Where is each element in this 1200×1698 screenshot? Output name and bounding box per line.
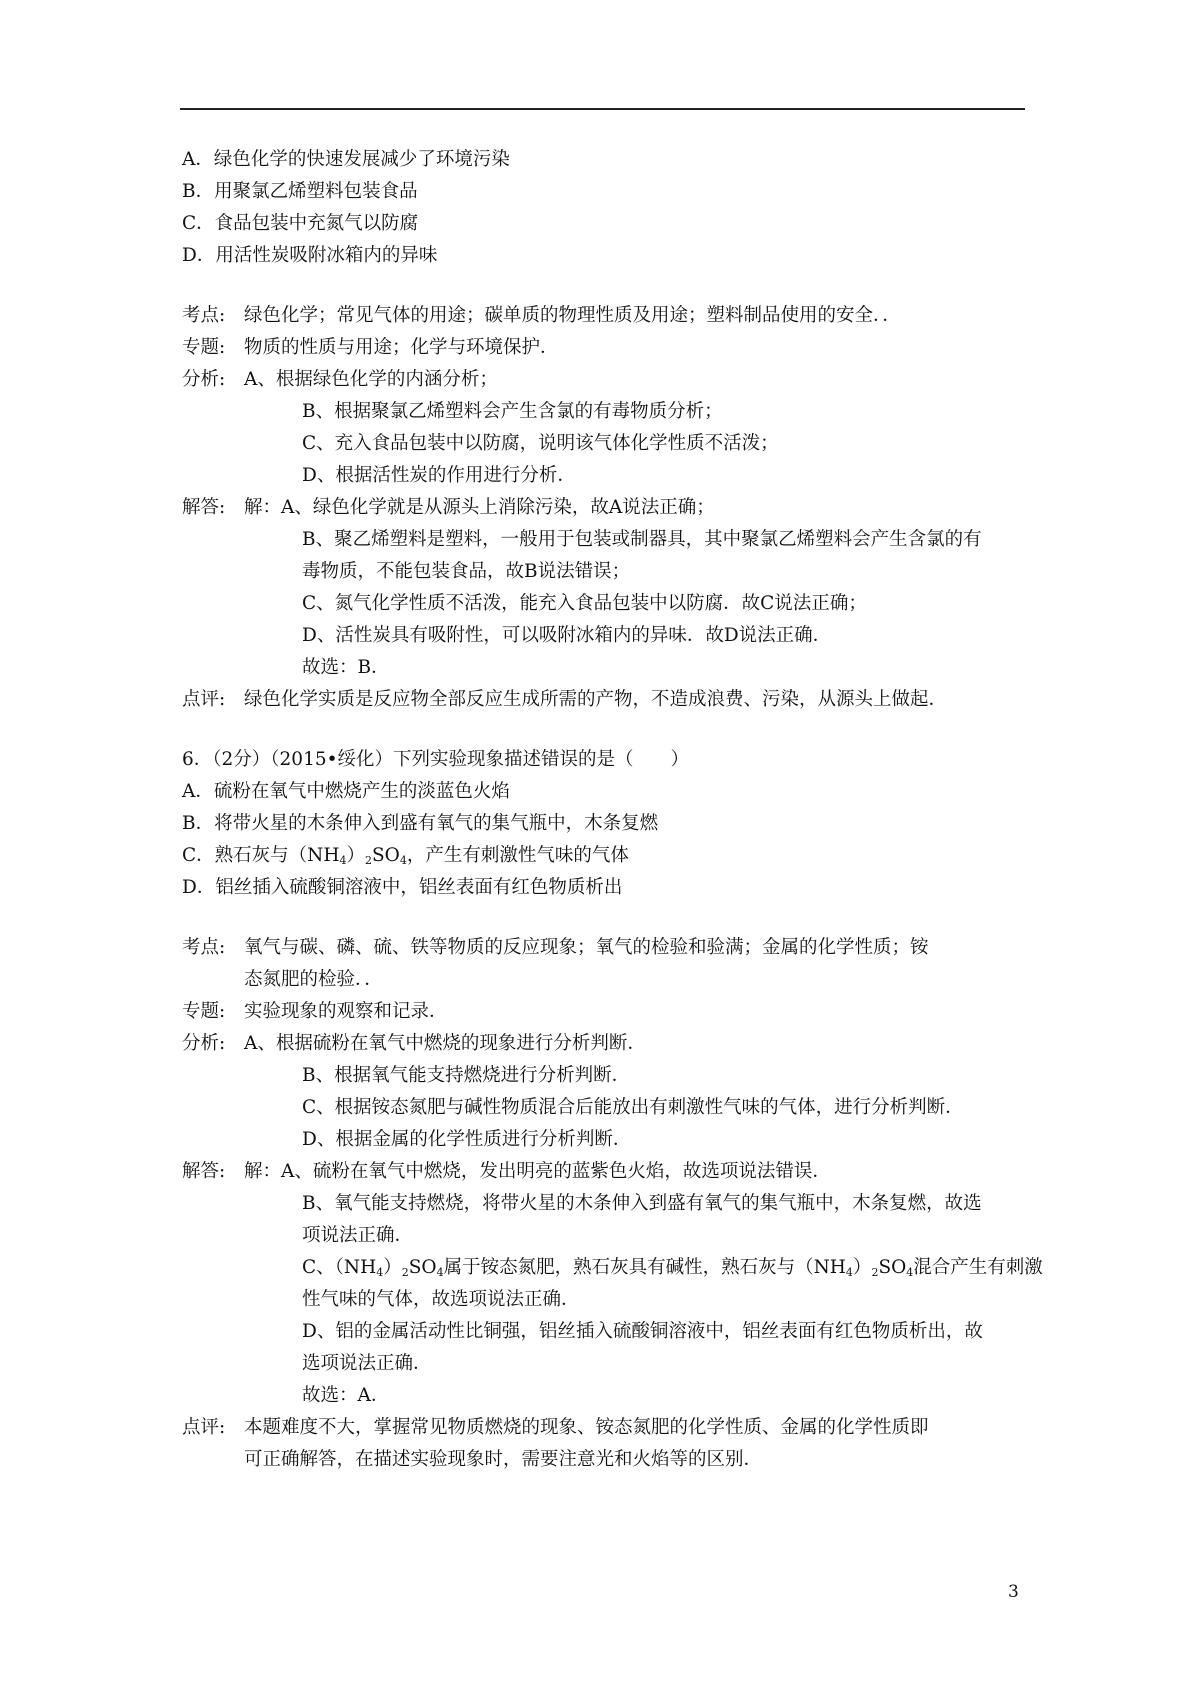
q6-dianping-line: 本题难度不大，掌握常见物质燃烧的现象、铵态氮肥的化学性质、金属的化学性质即 bbox=[244, 1417, 929, 1438]
q6-option-d: D．铝丝插入硫酸铜溶液中，铝丝表面有红色物质析出 bbox=[182, 877, 623, 898]
q6-jieda-line: C、$(NH_4)_2SO_4$属于铵态氮肥，熟石灰具有碱性，熟石灰与$(NH_4)_2SO_4$混合产生有刺激 bbox=[302, 1257, 1043, 1279]
q6-option-b: B．将带火星的木条伸入到盛有氧气的集气瓶中，木条复燃 bbox=[182, 813, 659, 834]
q5-jieda-line: 解：A、绿色化学就是从源头上消除污染，故A说法正确； bbox=[244, 497, 715, 518]
q5-fenxi-line: C、充入食品包装中以防腐，说明该气体化学性质不活泼； bbox=[302, 433, 779, 454]
q6-kaodian bbox=[182, 932, 1032, 996]
q5-kaodian-label: 考点: bbox=[182, 305, 226, 326]
q6-fenxi-line: A、根据硫粉在氧气中燃烧的现象进行分析判断． bbox=[244, 1033, 646, 1054]
q6-zhuanti bbox=[182, 996, 1032, 1028]
q6-option-a: A．硫粉在氧气中燃烧产生的淡蓝色火焰 bbox=[182, 781, 510, 802]
q5-kaodian bbox=[182, 300, 1032, 332]
q6-fenxi-line: B、根据氧气能支持燃烧进行分析判断． bbox=[302, 1065, 631, 1086]
q5-fenxi bbox=[182, 364, 1032, 492]
q5-fenxi-line: A、根据绿色化学的内涵分析； bbox=[244, 369, 498, 390]
q6-jieda-line: 解：A、硫粉在氧气中燃烧，发出明亮的蓝紫色火焰，故选项说法错误． bbox=[244, 1161, 831, 1182]
q5-option-c: C．食品包装中充氮气以防腐 bbox=[182, 213, 419, 234]
q5-jieda bbox=[182, 492, 1032, 684]
q6-dianping-label: 点评: bbox=[182, 1417, 226, 1438]
q5-jieda-line: B、聚乙烯塑料是塑料，一般用于包装或制器具，其中聚氯乙烯塑料会产生含氯的有 bbox=[302, 529, 982, 550]
page-number: 3 bbox=[1008, 1582, 1019, 1602]
q6-dianping bbox=[182, 1412, 1032, 1476]
q5-dianping-text: 绿色化学实质是反应物全部反应生成所需的产物，不造成浪费、污染，从源头上做起． bbox=[244, 689, 948, 710]
q6-fenxi-line: D、根据金属的化学性质进行分析判断． bbox=[302, 1129, 632, 1150]
q6-kaodian-line: 氧气与碳、磷、硫、铁等物质的反应现象；氧气的检验和验满；金属的化学性质；铵 bbox=[244, 937, 929, 958]
q6-jieda-line: 项说法正确． bbox=[302, 1225, 414, 1246]
q5-jieda-line: 故选：B． bbox=[302, 657, 390, 678]
q5-zhuanti bbox=[182, 332, 1032, 364]
q5-fenxi-label: 分析: bbox=[182, 369, 226, 390]
q6-jieda-line: D、铝的金属活动性比铜强，铝丝插入硫酸铜溶液中，铝丝表面有红色物质析出，故 bbox=[302, 1321, 983, 1342]
q5-dianping bbox=[182, 684, 1032, 716]
q5-option-a: A．绿色化学的快速发展减少了环境污染 bbox=[182, 149, 510, 170]
q6-jieda-line: 选项说法正确． bbox=[302, 1353, 432, 1374]
q6-fenxi bbox=[182, 1028, 1032, 1156]
q6-jieda-line: 性气味的气体，故选项说法正确． bbox=[302, 1289, 580, 1310]
q6-zhuanti-text: 实验现象的观察和记录． bbox=[244, 1001, 448, 1022]
q6-jieda-label: 解答: bbox=[182, 1161, 226, 1182]
q5-jieda-line: D、活性炭具有吸附性，可以吸附冰箱内的异味．故D说法正确． bbox=[302, 625, 832, 646]
q5-option-b: B．用聚氯乙烯塑料包装食品 bbox=[182, 181, 418, 202]
q5-kaodian-text: 绿色化学；常见气体的用途；碳单质的物理性质及用途；塑料制品使用的安全．． bbox=[244, 305, 901, 326]
q6-jieda-line: 故选：A． bbox=[302, 1385, 390, 1406]
q6-dianping-line: 可正确解答，在描述实验现象时，需要注意光和火焰等的区别． bbox=[244, 1449, 763, 1470]
q5-fenxi-line: B、根据聚氯乙烯塑料会产生含氯的有毒物质分析； bbox=[302, 401, 723, 422]
q5-fenxi-line: D、根据活性炭的作用进行分析． bbox=[302, 465, 576, 486]
q6-jieda bbox=[182, 1156, 1043, 1412]
q5-option-d: D．用活性炭吸附冰箱内的异味 bbox=[182, 245, 438, 266]
q6-jieda-line: B、氧气能支持燃烧，将带火星的木条伸入到盛有氧气的集气瓶中，木条复燃，故选 bbox=[302, 1193, 982, 1214]
q5-jieda-label: 解答: bbox=[182, 497, 226, 518]
q6-fenxi-label: 分析: bbox=[182, 1033, 226, 1054]
q6-kaodian-label: 考点: bbox=[182, 937, 226, 958]
q5-zhuanti-text: 物质的性质与用途；化学与环境保护． bbox=[244, 337, 559, 358]
header-rule bbox=[180, 108, 1025, 110]
page-content bbox=[182, 144, 1043, 1476]
q6-option-c: C．熟石灰与$(NH_4)_2SO_4$，产生有刺激性气味的气体 bbox=[182, 845, 629, 867]
q5-zhuanti-label: 专题: bbox=[182, 337, 226, 358]
q5-dianping-label: 点评: bbox=[182, 689, 226, 710]
q5-jieda-line: 毒物质，不能包装食品，故B说法错误； bbox=[302, 561, 631, 582]
q6-fenxi-line: C、根据铵态氮肥与碱性物质混合后能放出有刺激性气味的气体，进行分析判断． bbox=[302, 1097, 964, 1118]
q6-kaodian-line: 态氮肥的检验．． bbox=[244, 969, 383, 990]
q6-stem: 6．（2分）（2015•绥化）下列实验现象描述错误的是（ ） bbox=[182, 749, 690, 770]
q6-zhuanti-label: 专题: bbox=[182, 1001, 226, 1022]
q5-jieda-line: C、氮气化学性质不活泼，能充入食品包装中以防腐．故C说法正确； bbox=[302, 593, 867, 614]
